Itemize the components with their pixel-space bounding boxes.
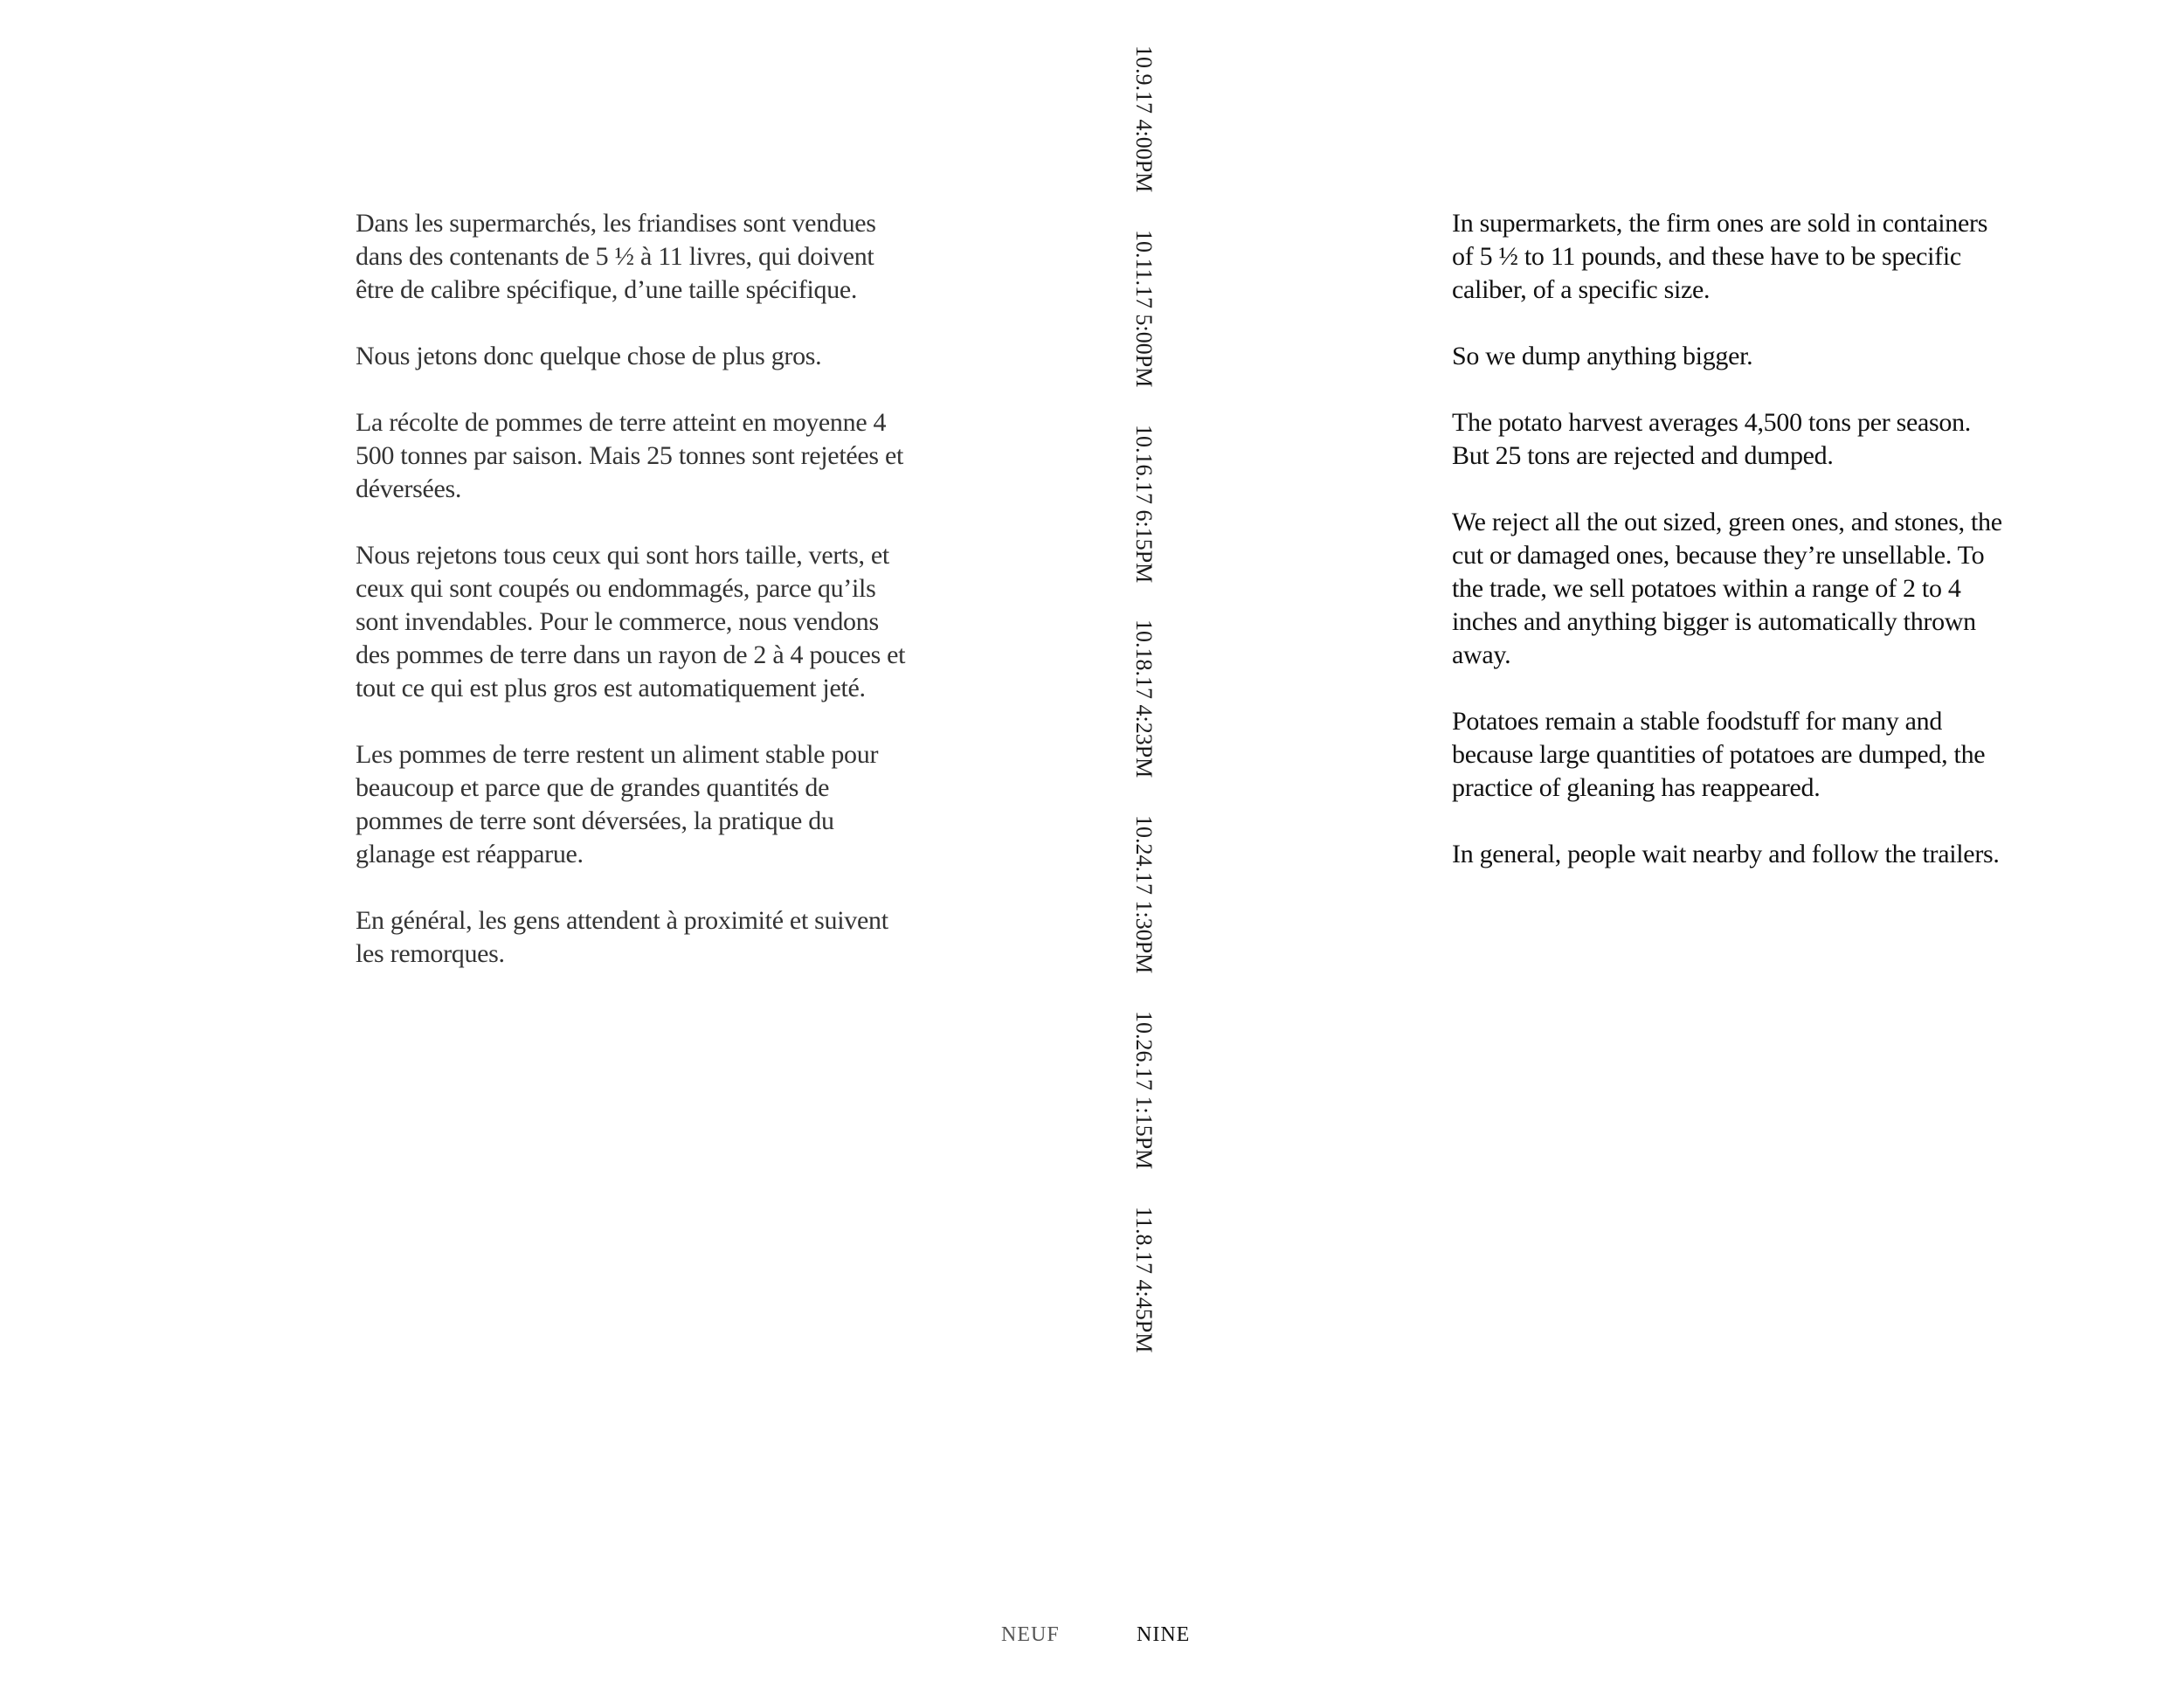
timestamp: 10.24.17 1:30PM: [1131, 815, 1157, 974]
french-text-column: [356, 207, 915, 1004]
english-paragraph-3: The potato harvest averages 4,500 tons per season. But 25 tons are rejected and dumped.: [1452, 408, 1971, 470]
page-number-left: NEUF: [1001, 1623, 1060, 1646]
timestamp: 10.9.17 4:00PM: [1131, 45, 1157, 193]
english-paragraph-1: In supermarkets, the firm ones are sold in containers of 5 ½ to 11 pounds, and these have to be specific caliber, of a specific size.: [1452, 209, 1988, 304]
timestamp: 10.26.17 1:15PM: [1131, 1011, 1157, 1170]
french-paragraph-4: Nous rejetons tous ceux qui sont hors taille, verts, et ceux qui sont coupés ou endommagés, parce qu’ils sont invendables. Pour le commerce, nous vendons des pommes de terre dans un rayon de 2 à 4 pouces et tout ce qui est plus gros est automatiquement jeté.: [356, 541, 906, 702]
timestamp: 10.16.17 6:15PM: [1131, 424, 1157, 583]
french-paragraph-3: La récolte de pommes de terre atteint en moyenne 4 500 tonnes par saison. Mais 25 tonnes sont rejetées et déversées.: [356, 408, 904, 503]
french-paragraph-6: En général, les gens attendent à proximité et suivent les remorques.: [356, 906, 888, 968]
english-text-column: [1452, 207, 2011, 904]
english-paragraph-2: So we dump anything bigger.: [1452, 342, 1753, 370]
timestamp: 10.18.17 4:23PM: [1131, 619, 1157, 778]
french-paragraph-2: Nous jetons donc quelque chose de plus gros.: [356, 342, 822, 370]
english-paragraph-6: In general, people wait nearby and follow the trailers.: [1452, 840, 2000, 868]
timestamp: 11.8.17 4:45PM: [1131, 1206, 1157, 1353]
timestamp: 10.11.17 5:00PM: [1131, 229, 1157, 388]
english-paragraph-4: We reject all the out sized, green ones, and stones, the cut or damaged ones, because they’re unsellable. To the trade, we sell potatoes within a range of 2 to 4 inches and anything bigger is automatically thrown away.: [1452, 508, 2002, 669]
french-paragraph-1: Dans les supermarchés, les friandises sont vendues dans des contenants de 5 ½ à 11 livres, qui doivent être de calibre spécifique, d’une taille spécifique.: [356, 209, 876, 304]
page-number-right: NINE: [1137, 1623, 1191, 1646]
english-paragraph-5: Potatoes remain a stable foodstuff for many and because large quantities of potatoes are dumped, the practice of gleaning has reappeared.: [1452, 707, 1986, 802]
french-paragraph-5: Les pommes de terre restent un aliment stable pour beaucoup et parce que de grandes quantités de pommes de terre sont déversées, la pratique du glanage est réapparue.: [356, 740, 879, 868]
